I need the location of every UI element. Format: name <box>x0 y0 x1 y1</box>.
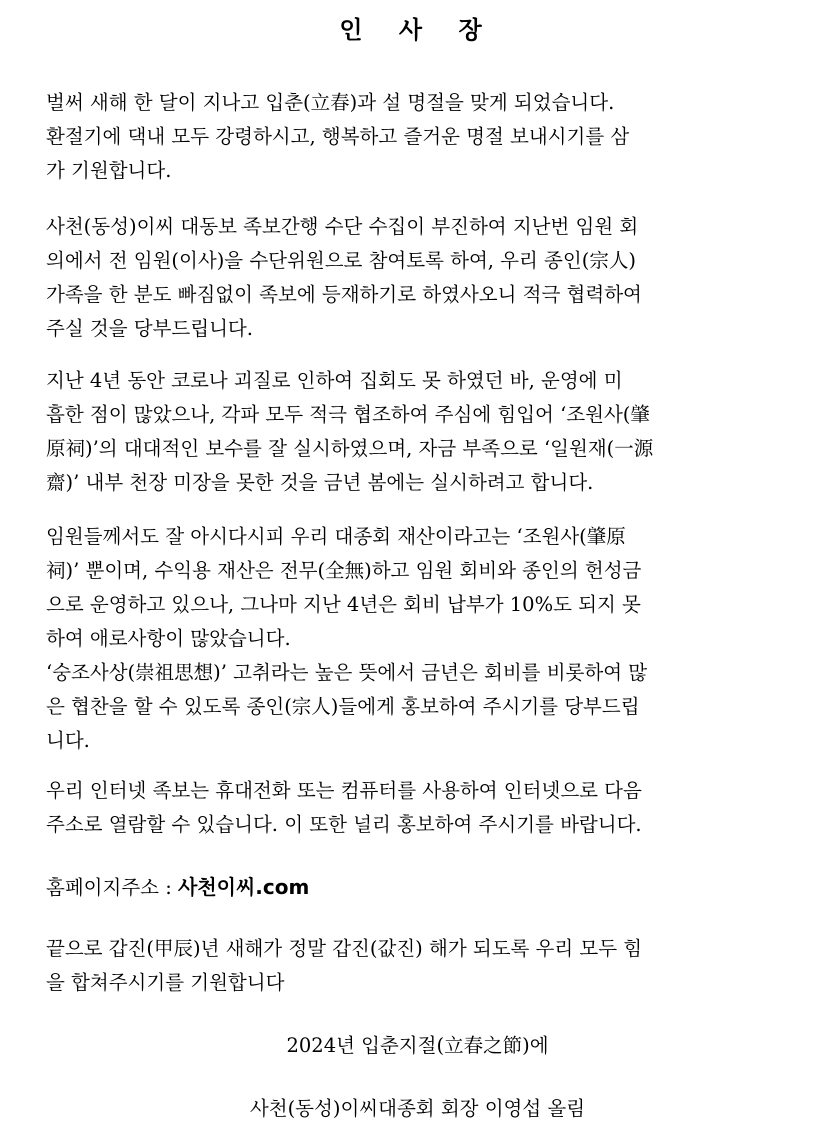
text-line: 환절기에 댁내 모두 강령하시고, 행복하고 즐거운 명절 보내시기를 삼 <box>46 125 630 148</box>
text-line: 사천(동성)이씨 대동보 족보간행 수단 수집이 부진하여 지난번 임원 회 <box>46 215 639 238</box>
text-line: 으로 운영하고 있으나, 그나마 지난 4년은 회비 납부가 10%도 되지 못 <box>46 593 641 616</box>
text-line: 하여 애로사항이 많았습니다. <box>46 627 291 650</box>
text-line: 原祠)’의 대대적인 보수를 잘 실시하였으며, 자금 부족으로 ‘일원재(一源 <box>46 437 654 460</box>
paragraph-closing <box>46 932 781 1000</box>
paragraph-greeting <box>46 86 781 188</box>
text-line: 벌써 새해 한 달이 지나고 입춘(立春)과 설 명절을 맞게 되었습니다. <box>46 91 615 114</box>
paragraph-covid <box>46 364 781 500</box>
text-line: 齋)’ 내부 천장 미장을 못한 것을 금년 봄에는 실시하려고 합니다. <box>46 471 594 494</box>
text-line: ‘숭조사상(崇祖思想)’ 고취라는 높은 뜻에서 금년은 회비를 비롯하여 많 <box>46 661 648 684</box>
text-line: 을 합쳐주시기를 기원합니다 <box>46 971 285 994</box>
signature-line: 사천(동성)이씨대종회 회장 이영섭 올림 <box>249 1097 586 1120</box>
text-line: 祠)’ 뿐이며, 수익용 재산은 전무(全無)하고 임원 회비와 종인의 헌성금 <box>46 559 642 582</box>
page-title: 인 사 장 <box>339 16 496 44</box>
text-line: 지난 4년 동안 코로나 괴질로 인하여 집회도 못 하였던 바, 운영에 미 <box>46 369 623 392</box>
homepage-line <box>46 870 309 905</box>
text-line: 가족을 한 분도 빠짐없이 족보에 등재하기로 하였사오니 적극 협력하여 <box>46 283 642 306</box>
homepage-label: 홈페이지주소 : <box>46 876 178 899</box>
text-line: 주소로 열람할 수 있습니다. 이 또한 널리 홍보하여 주시기를 바랍니다. <box>46 813 642 836</box>
text-line: 흡한 점이 많았으나, 각파 모두 적극 협조하여 주심에 힘입어 ‘조원사(肇 <box>46 403 650 426</box>
text-line: 의에서 전 임원(이사)을 수단위원으로 참여토록 하여, 우리 종인(宗人) <box>46 249 636 272</box>
paragraph-genealogy <box>46 210 781 346</box>
text-line: 가 기원합니다. <box>46 159 172 182</box>
homepage-url: 사천이씨.com <box>178 875 310 899</box>
text-line: 니다. <box>46 729 90 752</box>
date-line: 2024년 입춘지절(立春之節)에 <box>286 1034 549 1057</box>
text-line: 끝으로 갑진(甲辰)년 새해가 정말 갑진(값진) 해가 되도록 우리 모두 힘 <box>46 937 643 960</box>
text-line: 우리 인터넷 족보는 휴대전화 또는 컴퓨터를 사용하여 인터넷으로 다음 <box>46 779 642 802</box>
paragraph-internet <box>46 774 781 842</box>
paragraph-finance <box>46 520 781 758</box>
text-line: 은 협찬을 할 수 있도록 종인(宗人)들에게 홍보하여 주시기를 당부드립 <box>46 695 640 718</box>
text-line: 주실 것을 당부드립니다. <box>46 317 253 340</box>
text-line: 임원들께서도 잘 아시다시피 우리 대종회 재산이라고는 ‘조원사(肇原 <box>46 525 626 548</box>
